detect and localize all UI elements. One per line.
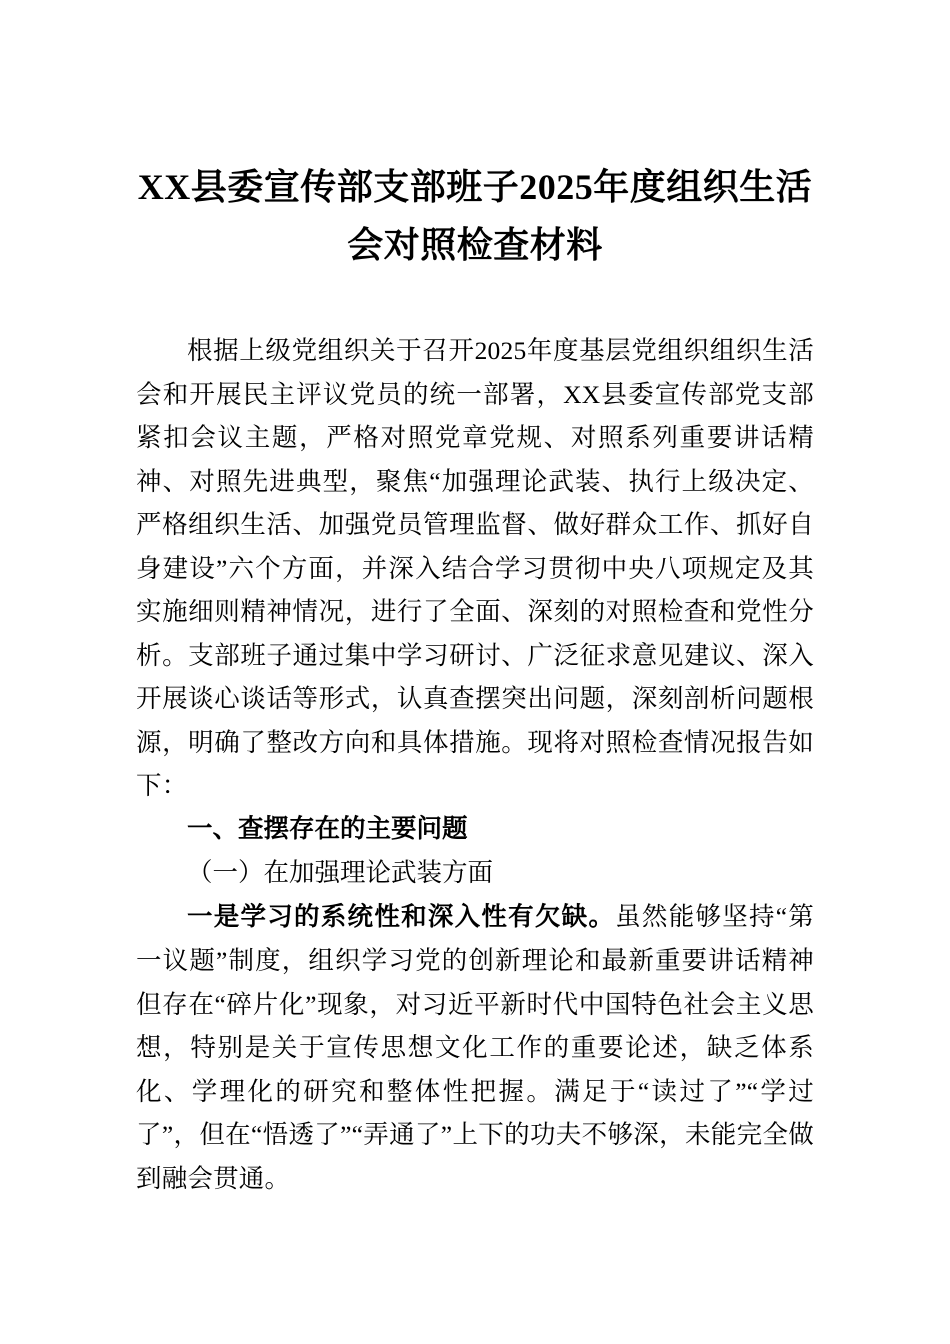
point-one-paragraph bbox=[136, 895, 814, 1201]
heading-level-2: （一）在加强理论武装方面 bbox=[187, 858, 494, 887]
point-one-body-text: 虽然能够坚持“第一议题”制度，组织学习党的创新理论和最新重要讲话精神但存在“碎片化”现象，对习近平新时代中国特色社会主义思想，特别是关于宣传思想文化工作的重要论述，缺乏体系化、学理化的研究和整体性把握。满足于“读过了”“学过了”，但在“悟透了”“弄通了”上下的功夫不够深，未能完全做到融会贯通。 bbox=[136, 901, 815, 1193]
document-content bbox=[136, 0, 814, 1200]
heading-level-1: 一、查摆存在的主要问题 bbox=[187, 814, 468, 843]
point-one-bold-lead: 一是学习的系统性和深入性有欠缺。 bbox=[187, 902, 616, 931]
intro-paragraph: 根据上级党组织关于召开2025年度基层党组织组织生活会和开展民主评议党员的统一部署，XX县委宣传部党支部紧扣会议主题，严格对照党章党规、对照系列重要讲话精神、对照先进典型，聚焦“加强理论武装、执行上级决定、严格组织生活、加强党员管理监督、做好群众工作、抓好自身建设”六个方面，并深入结合学习贯彻中央八项规定及其实施细则精神情况，进行了全面、深刻的对照检查和党性分析。支部班子通过集中学习研讨、广泛征求意见建议、深入开展谈心谈话等形式，认真查摆突出问题，深刻剖析问题根源，明确了整改方向和具体措施。现将对照检查情况报告如下： bbox=[136, 336, 814, 800]
page-title: XX县委宣传部支部班子2025年度组织生活会对照检查材料 bbox=[137, 167, 813, 265]
